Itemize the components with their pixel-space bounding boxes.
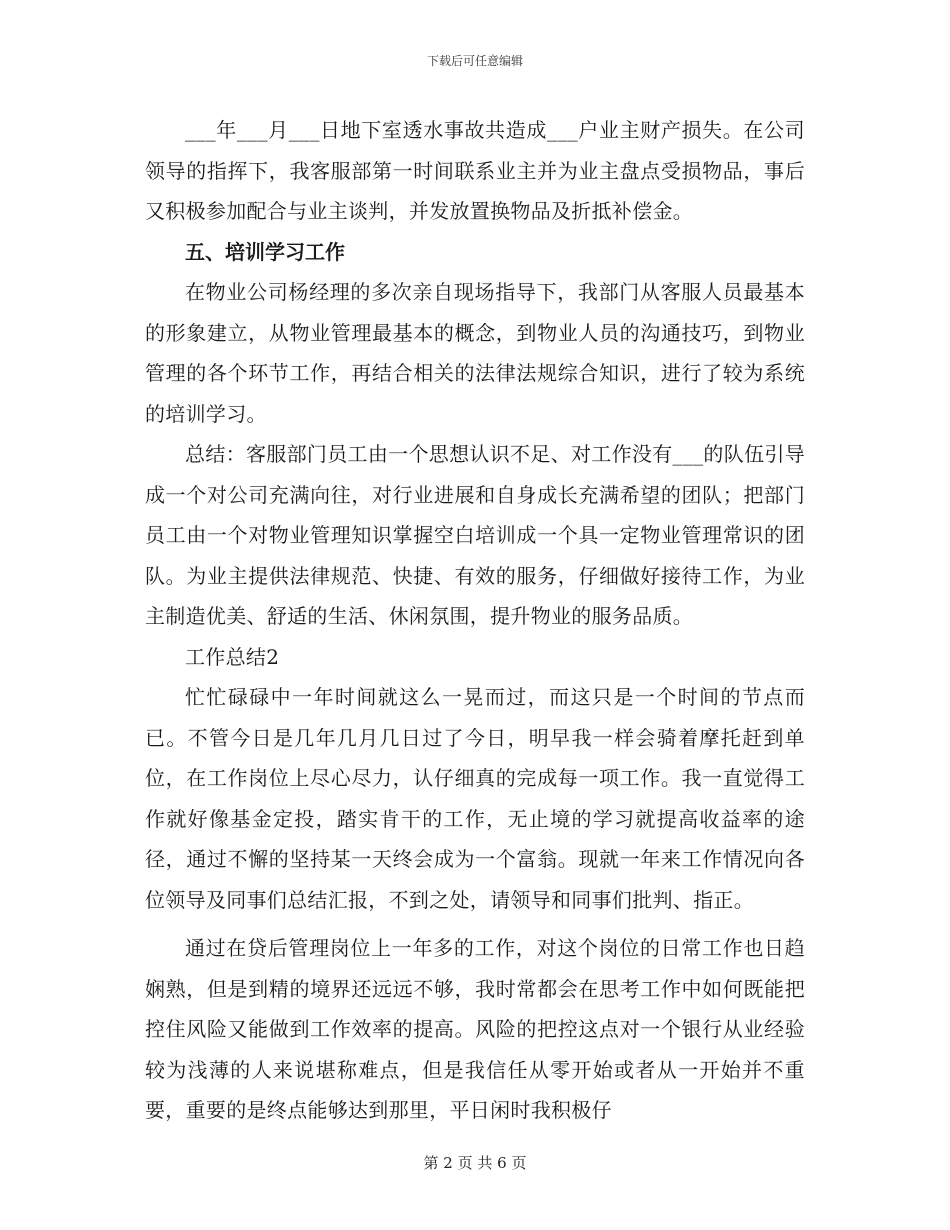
paragraph-gap <box>145 920 805 928</box>
page-header-note: 下载后可任意编辑 <box>426 54 523 68</box>
document-body <box>145 110 805 1131</box>
paragraph-summary: 总结：客服部门员工由一个思想认识不足、对工作没有___的队伍引导成一个对公司充满向往，对行业进展和自身成长充满希望的团队；把部门员工由一个对物业管理知识掌握空白培训成一个具一定物业管理常识的团队。为业主提供法律规范、快捷、有效的服务，仔细做好接待工作，为业主制造优美、舒适的生活、休闲氛围，提升物业的服务品质。 <box>145 442 805 628</box>
section-title-work-summary-2: 工作总结2 <box>185 644 280 669</box>
paragraph-post-loan-management: 通过在贷后管理岗位上一年多的工作，对这个岗位的日常工作也日趋娴熟，但是到精的境界还远远不够，我时常都会在思考工作中如何既能把控住风险又能做到工作效率的提高。风险的把控这点对一个银行从业经验较为浅薄的人来说堪称难点，但是我信任从零开始或者从一开始并不重要，重要的是终点能够达到那里，平日闲时我积极仔 <box>145 936 805 1122</box>
page-number-footer: 第 2 页 共 6 页 <box>423 1154 527 1172</box>
paragraph-year-review: 忙忙碌碌中一年时间就这么一晃而过，而这只是一个时间的节点而已。不管今日是几年几月几日过了今日，明早我一样会骑着摩托赶到单位，在工作岗位上尽心尽力，认仔细真的完成每一项工作。我一直觉得工作就好像基金定投，踏实肯干的工作，无止境的学习就提高收益率的途径，通过不懈的坚持某一天终会成为一个富翁。现就一年来工作情况向各位领导及同事们总结汇报，不到之处，请领导和同事们批判、指正。 <box>145 685 805 912</box>
paragraph-accident-losses: ___年___月___日地下室透水事故共造成___户业主财产损失。在公司领导的指挥下，我客服部第一时间联系业主并为业主盘点受损物品，事后又积极参加配合与业主谈判，并发放置换物品及折抵补偿金。 <box>145 118 805 223</box>
paragraph-training: 在物业公司杨经理的多次亲自现场指导下，我部门从客服人员最基本的形象建立，从物业管理最基本的概念，到物业人员的沟通技巧，到物业管理的各个环节工作，再结合相关的法律法规综合知识，进行了较为系统的培训学习。 <box>145 280 805 426</box>
section-heading-training: 五、培训学习工作 <box>185 239 345 264</box>
